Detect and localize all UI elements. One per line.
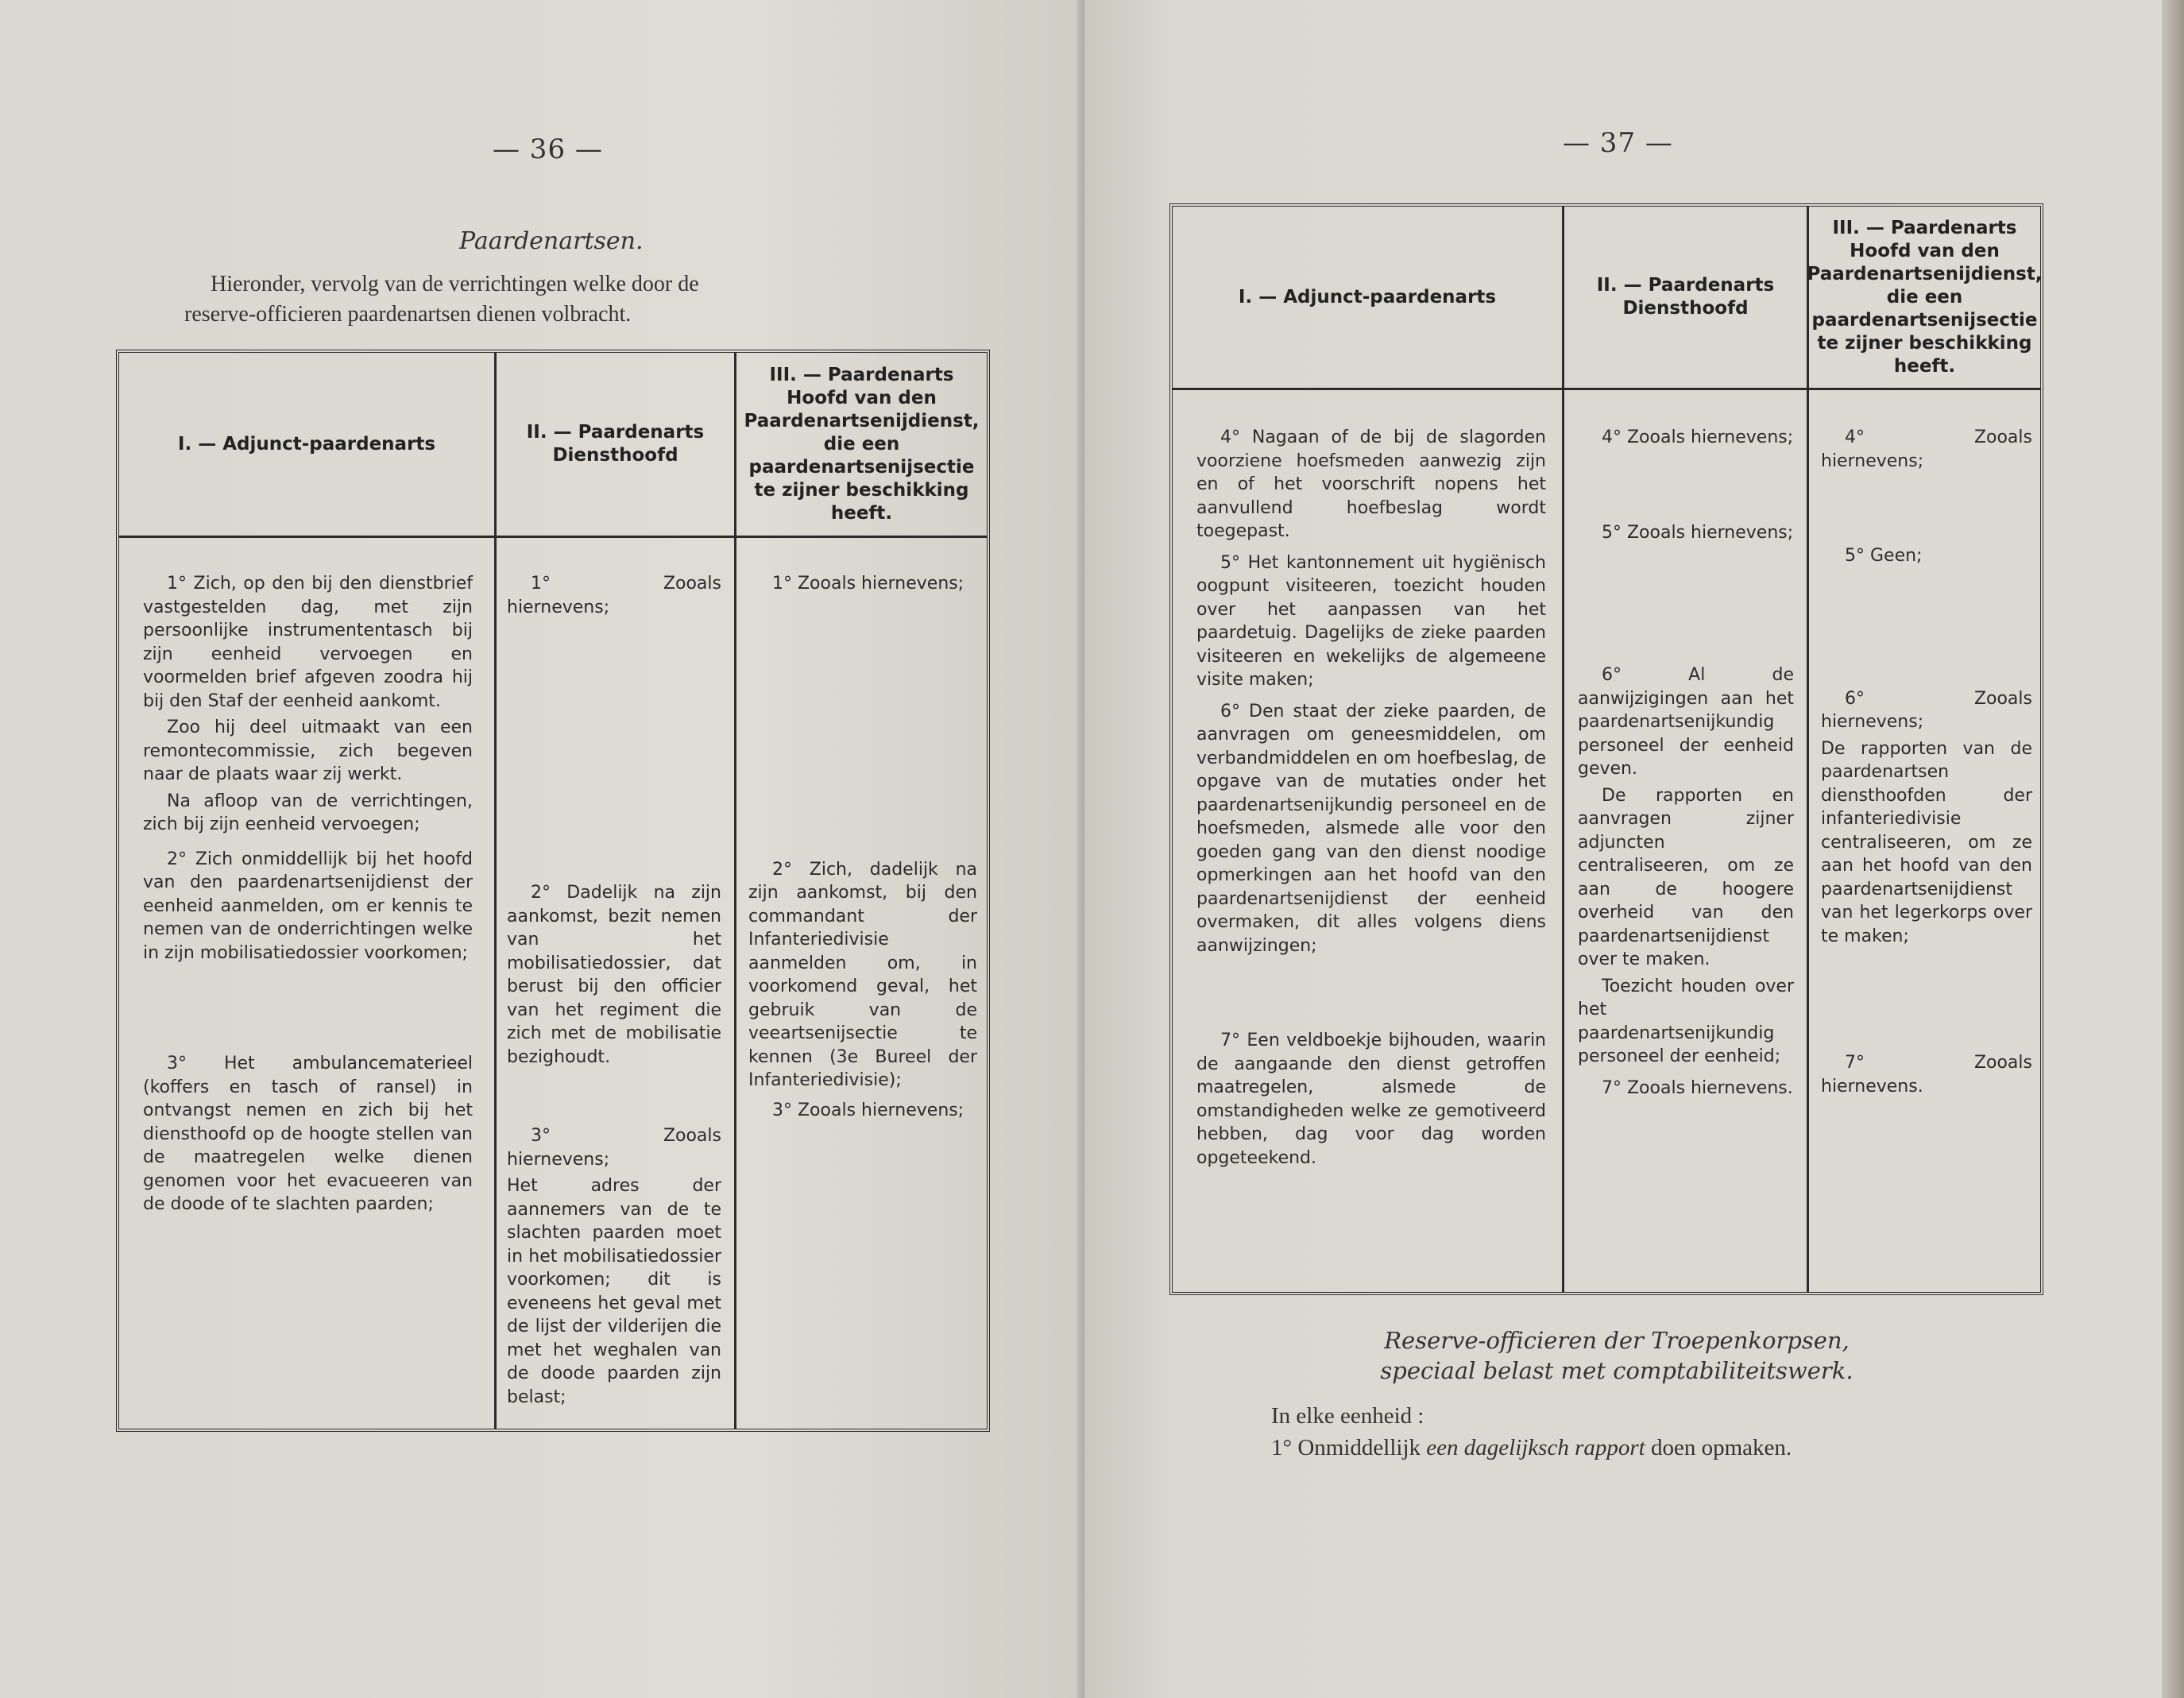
left-col1-text: 1° Zich, op den bij den dienstbrief vastgestelden dag, met zijn persoonlijke instrumententasch bij zijn eenheid vervoegen en voormelden brief afgeven zoodra hij bij den Staf der eenheid aankomt. Zoo hij deel uitmaakt van een remontecommissie, zich begeven naar de plaats waar zij werkt. Na afloop van de verrichtingen, zich bij zijn eenheid vervoegen; 2° Zich onmiddellijk bij het hoofd van den paardenartsenijdienst der eenheid aanmelden, om er kennis te nemen van de onderrichtingen welke in zijn mobilisatiedossier voorkomen; 3° Het ambulancematerieel (koffers en tasch of ransel) in ontvangst nemen en zich bij het diensthoofd op de hoogte stellen van de maatregelen welke dienen genomen voor het evacueeren van de doode of te slachten paarden; <box>143 574 473 1214</box>
intro-line-2: reserve-officieren paardenartsen dienen volbracht. <box>184 302 632 327</box>
section-title: Paardenartsen. <box>459 227 644 255</box>
page-number-36: — 36 — <box>493 133 603 165</box>
left-page <box>0 0 1084 1698</box>
body-line-1: In elke eenheid : <box>1271 1403 1424 1429</box>
duties-table-right <box>1169 203 2043 1295</box>
left-col3-text: 1° Zooals hiernevens; 2° Zich, dadelijk na zijn aankomst, bij den commandant der Infanteriedivisie aanmelden om, in voorkomend geval, het gebruik van de veeartsenijsectie te kennen (3e Bureel der Infanteriedivisie); 3° Zooals hiernevens; <box>748 574 977 1120</box>
duties-table-left <box>116 350 990 1432</box>
header-adjunct: I. — Adjunct-paardenarts <box>177 433 436 454</box>
intro-line-1: Hieronder, vervolg van de verrichtingen welke door de <box>211 272 699 296</box>
page-number-37: — 37 — <box>1563 127 1673 159</box>
body-line-2: 1° Onmiddellijk een dagelijksch rapport doen opmaken. <box>1271 1435 1792 1460</box>
header-hoofd-r: III. — Paardenarts Hoofd van den Paardenartsenijdienst, die een paardenartsenijsectie te zijner beschikking heeft. <box>1807 217 2043 377</box>
header-diensthoofd: II. — Paardenarts Diensthoofd <box>526 422 705 466</box>
book-edge <box>2162 0 2184 1698</box>
header-hoofd: III. — Paardenarts Hoofd van den Paardenartsenijdienst, die een paardenartsenijsectie te zijner beschikking heeft. <box>744 364 980 524</box>
header-adjunct-r: I. — Adjunct-paardenarts <box>1238 286 1497 307</box>
right-page <box>1084 0 2184 1698</box>
header-diensthoofd-r: II. — Paardenarts Diensthoofd <box>1596 275 1775 319</box>
right-col1-text: 4° Nagaan of de bij de slagorden voorziene hoefsmeden aanwezig zijn en of het voorschrift nopens het aanvullend hoefbeslag wordt toegepast. 5° Het kantonnement uit hygiënisch oogpunt visiteeren, toezicht houden over het aanpassen van het paardetuig. Dagelijks de zieke paarden visiteeren en wekelijks de algemeene visite maken; 6° Den staat der zieke paarden, de aanvragen om geneesmiddelen, om verbandmiddelen en om hoefbeslag, de opgave van de mutaties onder het paardenartsenijkundig personeel en de hoefsmeden, alsmede alle voor den goeden gang van den dienst noodige opmerkingen aan het hoofd van den paardenartsenijdienst der eenheid overmaken, dit alles volgens diens aanwijzingen; 7° Een veldboekje bijhouden, waarin de aangaande den dienst getroffen maatregelen, alsmede de omstandigheden welke ze gemotiveerd hebben, dag voor dag worden opgeteekend. <box>1196 427 1546 1168</box>
footer-section-title: Reserve-officieren der Troepenkorpsen, speciaal belast met comptabiliteitswerk. <box>1380 1327 1854 1384</box>
right-col3-text: 4° Zooals hiernevens; 5° Geen; 6° Zooals hiernevens; De rapporten van de paardenartsen diensthoofden der infanteriedivisie centraliseeren, om ze aan het hoofd van den paardenartsenijdienst van het legerkorps over te maken; 7° Zooals hiernevens. <box>1821 427 2032 1097</box>
right-col2-text: 4° Zooals hiernevens; 5° Zooals hiernevens; 6° Al de aanwijzigingen aan het paardenartsenijkundig personeel der eenheid geven. De rapporten en aanvragen zijner adjuncten centraliseeren, om ze aan de hoogere overheid van den paardenartsenijdienst over te maken. Toezicht houden over het paardenartsenijkundig personeel der eenheid; 7° Zooals hiernevens. <box>1578 427 1794 1098</box>
left-col2-text: 1° Zooals hiernevens; 2° Dadelijk na zijn aankomst, bezit nemen van het mobilisatiedossier, dat berust bij den officier van het regiment die zich met de mobilisatie bezighoudt. 3° Zooals hiernevens; Het adres der aannemers van de te slachten paarden moet in het mobilisatiedossier voorkomen; dit is eveneens het geval met de lijst der vilderijen die met het weghalen van de doode paarden zijn belast; <box>507 574 721 1407</box>
